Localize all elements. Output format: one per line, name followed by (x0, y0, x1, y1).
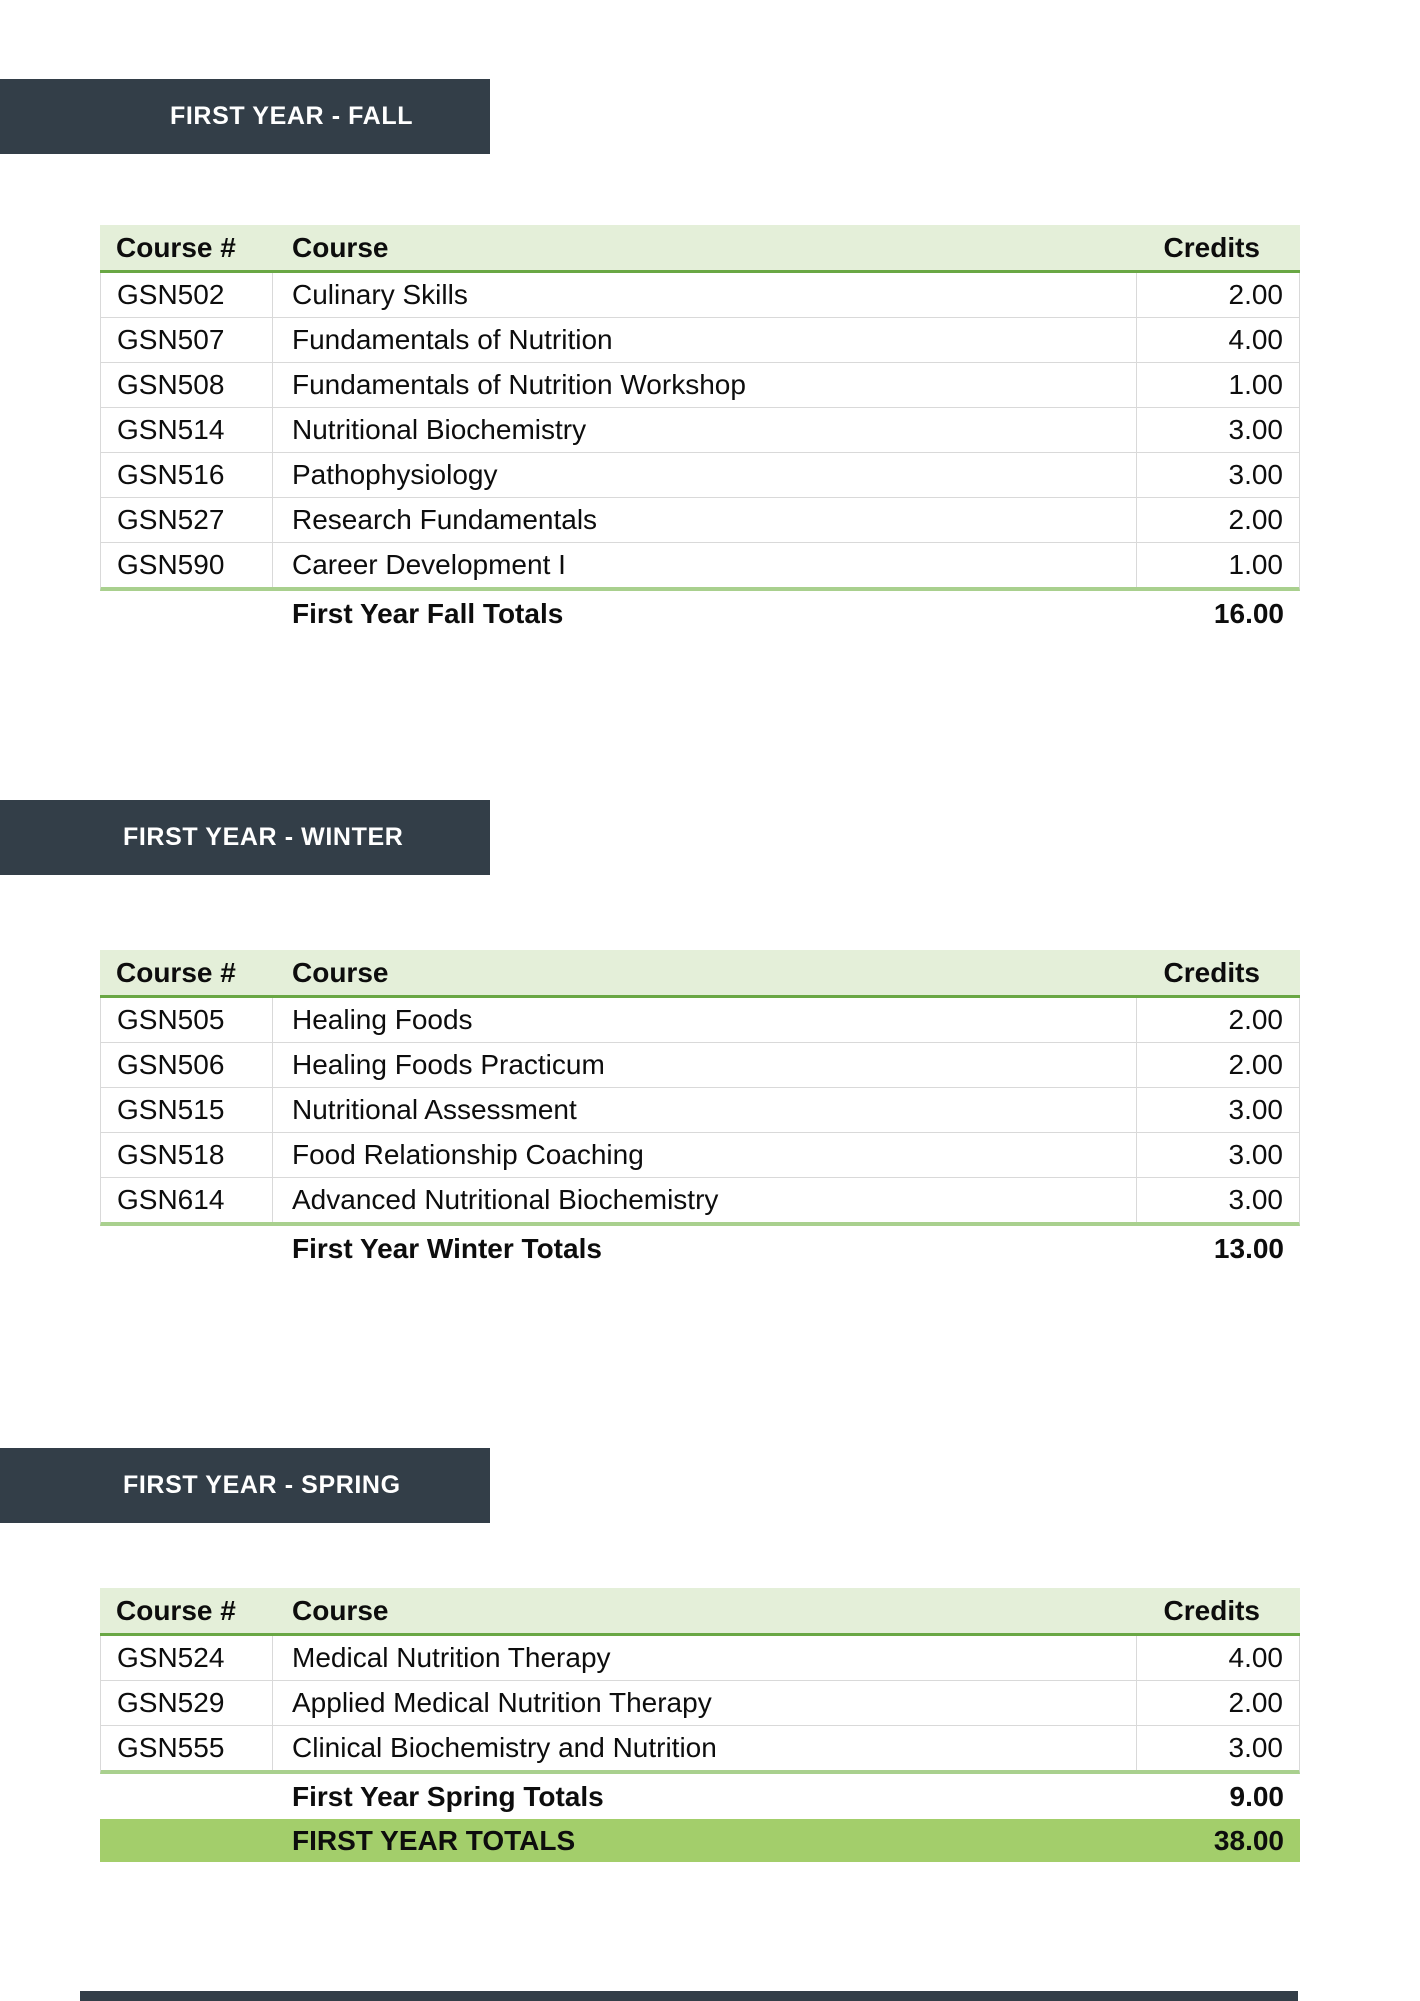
course-number-cell: GSN515 (101, 1088, 273, 1132)
course-number-cell: GSN516 (101, 453, 273, 497)
column-header-course-number: Course # (116, 231, 236, 263)
credits-cell: 2.00 (1228, 504, 1283, 535)
credits-cell: 3.00 (1228, 1139, 1283, 1170)
table-header-row (100, 950, 1300, 998)
course-number-cell: GSN555 (101, 1726, 273, 1770)
column-header-course-number: Course # (116, 1594, 236, 1626)
credits-cell: 2.00 (1228, 279, 1283, 310)
course-name-cell: Pathophysiology (273, 453, 1137, 497)
credits-cell: 2.00 (1228, 1687, 1283, 1718)
course-name-cell: Medical Nutrition Therapy (273, 1636, 1137, 1680)
spring-course-table (100, 1588, 1300, 1862)
table-row (100, 1681, 1300, 1726)
course-name-cell: Nutritional Biochemistry (273, 408, 1137, 452)
course-name-cell: Healing Foods Practicum (273, 1043, 1137, 1087)
course-number-cell: GSN527 (101, 498, 273, 542)
section-banner-fall (0, 79, 490, 154)
table-row (100, 1133, 1300, 1178)
next-section-partial-banner (80, 1991, 1298, 2001)
section-totals-row (100, 1774, 1300, 1819)
credits-cell: 3.00 (1228, 1094, 1283, 1125)
totals-label: First Year Winter Totals (292, 1232, 602, 1264)
totals-value: 13.00 (1213, 1232, 1284, 1264)
section-banner-label: FIRST YEAR - WINTER (123, 823, 404, 851)
course-number-cell: GSN518 (101, 1133, 273, 1177)
table-row (100, 1636, 1300, 1681)
totals-value: 16.00 (1213, 597, 1284, 629)
table-header-row (100, 1588, 1300, 1636)
course-name-cell: Advanced Nutritional Biochemistry (273, 1178, 1137, 1222)
course-name-cell: Career Development I (273, 543, 1137, 587)
grand-totals-label: FIRST YEAR TOTALS (292, 1824, 576, 1856)
section-totals-row (100, 591, 1300, 636)
course-name-cell: Culinary Skills (273, 273, 1137, 317)
column-header-credits: Credits (1163, 956, 1260, 988)
totals-label: First Year Fall Totals (292, 597, 564, 629)
table-header-row (100, 225, 1300, 273)
credits-cell: 1.00 (1228, 549, 1283, 580)
credits-cell: 1.00 (1228, 369, 1283, 400)
table-row (100, 498, 1300, 543)
column-header-course: Course (292, 1594, 389, 1626)
credits-cell: 4.00 (1228, 324, 1283, 355)
credits-cell: 2.00 (1228, 1004, 1283, 1035)
course-number-cell: GSN614 (101, 1178, 273, 1222)
column-header-course-number: Course # (116, 956, 236, 988)
course-number-cell: GSN529 (101, 1681, 273, 1725)
table-row (100, 408, 1300, 453)
course-name-cell: Fundamentals of Nutrition Workshop (273, 363, 1137, 407)
course-name-cell: Applied Medical Nutrition Therapy (273, 1681, 1137, 1725)
credits-cell: 3.00 (1228, 459, 1283, 490)
course-name-cell: Nutritional Assessment (273, 1088, 1137, 1132)
table-row (100, 543, 1300, 591)
table-row (100, 363, 1300, 408)
course-number-cell: GSN524 (101, 1636, 273, 1680)
table-row (100, 453, 1300, 498)
course-name-cell: Fundamentals of Nutrition (273, 318, 1137, 362)
section-banner-label: FIRST YEAR - SPRING (123, 1471, 401, 1499)
credits-cell: 3.00 (1228, 1184, 1283, 1215)
table-row (100, 1726, 1300, 1774)
winter-course-table (100, 950, 1300, 1271)
section-totals-row (100, 1226, 1300, 1271)
column-header-course: Course (292, 231, 389, 263)
column-header-course: Course (292, 956, 389, 988)
fall-course-table (100, 225, 1300, 636)
grand-totals-value: 38.00 (1213, 1824, 1284, 1856)
credits-cell: 3.00 (1228, 1732, 1283, 1763)
totals-value: 9.00 (1229, 1780, 1284, 1812)
table-row (100, 1088, 1300, 1133)
course-number-cell: GSN506 (101, 1043, 273, 1087)
credits-cell: 2.00 (1228, 1049, 1283, 1080)
credits-cell: 3.00 (1228, 414, 1283, 445)
credits-cell: 4.00 (1228, 1642, 1283, 1673)
course-number-cell: GSN514 (101, 408, 273, 452)
course-name-cell: Research Fundamentals (273, 498, 1137, 542)
table-row (100, 1178, 1300, 1226)
totals-label: First Year Spring Totals (292, 1780, 604, 1812)
table-row (100, 998, 1300, 1043)
course-name-cell: Healing Foods (273, 998, 1137, 1042)
table-row (100, 1043, 1300, 1088)
column-header-credits: Credits (1163, 1594, 1260, 1626)
course-number-cell: GSN508 (101, 363, 273, 407)
course-name-cell: Food Relationship Coaching (273, 1133, 1137, 1177)
table-row (100, 273, 1300, 318)
table-row (100, 318, 1300, 363)
course-number-cell: GSN507 (101, 318, 273, 362)
course-name-cell: Clinical Biochemistry and Nutrition (273, 1726, 1137, 1770)
column-header-credits: Credits (1163, 231, 1260, 263)
section-banner-spring (0, 1448, 490, 1523)
course-number-cell: GSN590 (101, 543, 273, 587)
course-number-cell: GSN505 (101, 998, 273, 1042)
course-number-cell: GSN502 (101, 273, 273, 317)
section-banner-label: FIRST YEAR - FALL (170, 102, 414, 130)
section-banner-winter (0, 800, 490, 875)
grand-totals-row (100, 1819, 1300, 1862)
